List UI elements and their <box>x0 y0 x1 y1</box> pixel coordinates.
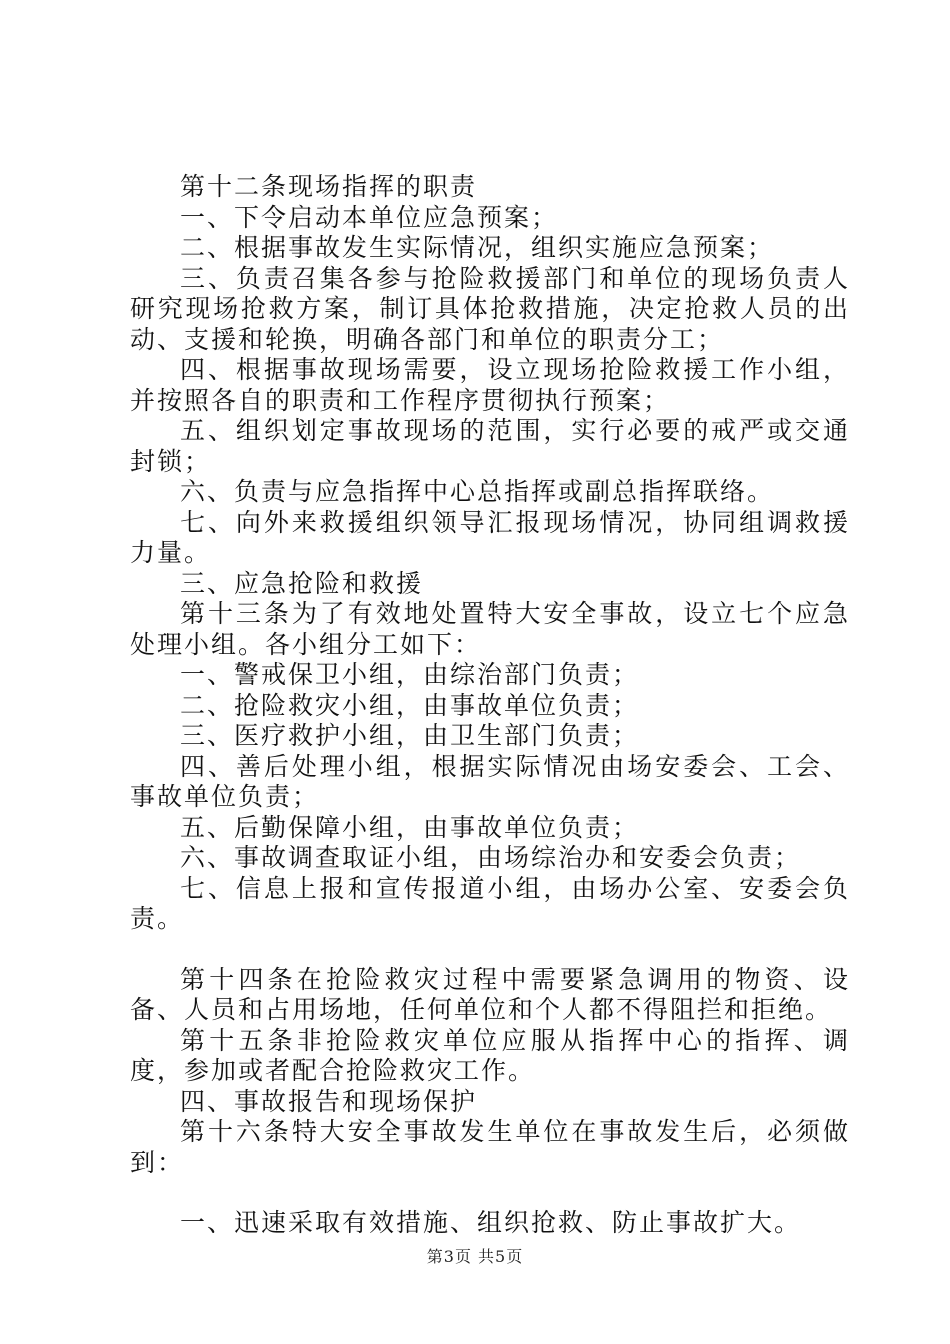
paragraph: 一、迅速采取有效措施、组织抢救、防止事故扩大。 <box>180 1208 802 1237</box>
paragraph: 第十五条非抢险救灾单位应服从指挥中心的指挥、调度，参加或者配合抢险救灾工作。 <box>130 1025 850 1085</box>
paragraph: 五、组织划定事故现场的范围，实行必要的戒严或交通封锁； <box>130 416 850 476</box>
paragraph: 第十二条现场指挥的职责 <box>180 172 478 201</box>
paragraph: 六、负责与应急指挥中心总指挥或副总指挥联络。 <box>180 477 775 506</box>
paragraph: 七、向外来救援组织领导汇报现场情况，协同组调救援力量。 <box>130 507 850 567</box>
paragraph: 第十六条特大安全事故发生单位在事故发生后，必须做到： <box>130 1117 850 1177</box>
paragraph: 六、事故调查取证小组，由场综治办和安委会负责； <box>180 843 802 872</box>
paragraph: 一、警戒保卫小组，由综治部门负责； <box>180 660 640 689</box>
paragraph: 二、根据事故发生实际情况，组织实施应急预案； <box>180 233 775 262</box>
paragraph: 一、下令启动本单位应急预案； <box>180 202 559 232</box>
paragraph: 五、后勤保障小组，由事故单位负责； <box>180 812 640 842</box>
paragraph: 四、善后处理小组，根据实际情况由场安委会、工会、事故单位负责； <box>130 751 850 811</box>
paragraph: 第十三条为了有效地处置特大安全事故，设立七个应急处理小组。各小组分工如下： <box>130 599 850 659</box>
paragraph: 第十四条在抢险救灾过程中需要紧急调用的物资、设备、人员和占用场地，任何单位和个人都不得阻拦和拒绝。 <box>130 964 850 1024</box>
paragraph: 四、根据事故现场需要，设立现场抢险救援工作小组，并按照各自的职责和工作程序贯彻执行预案； <box>130 355 850 415</box>
paragraph: 三、医疗救护小组，由卫生部门负责； <box>180 721 640 750</box>
paragraph: 三、负责召集各参与抢险救援部门和单位的现场负责人研究现场抢救方案，制订具体抢救措施，决定抢救人员的出动、支援和轮换，明确各部门和单位的职责分工； <box>130 263 850 354</box>
paragraph: 二、抢险救灾小组，由事故单位负责； <box>180 690 640 720</box>
page-number-footer: 第3页 共5页 <box>426 1247 524 1266</box>
section-heading: 四、事故报告和现场保护 <box>180 1086 478 1116</box>
paragraph: 七、信息上报和宣传报道小组，由场办公室、安委会负责。 <box>130 873 850 933</box>
section-heading: 三、应急抢险和救援 <box>180 568 424 598</box>
document-body <box>130 172 850 1239</box>
